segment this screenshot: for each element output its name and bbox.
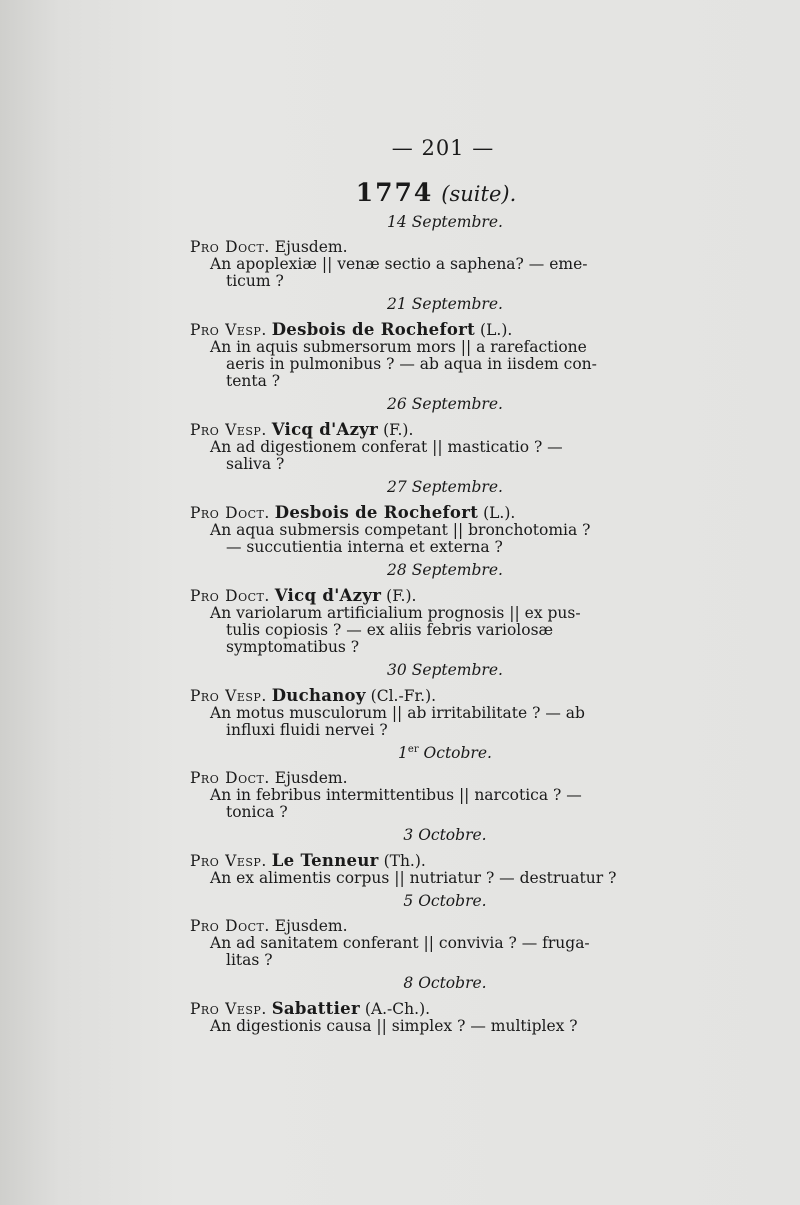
- question-line: An in febribus intermittentibus || narcotica ? —: [210, 786, 582, 804]
- question-line: symptomatibus ?: [226, 638, 360, 656]
- candidate-plain-name: Ejusdem.: [274, 769, 348, 787]
- entry-date: 21 Septembre.: [387, 295, 503, 313]
- question-line: saliva ?: [226, 455, 285, 473]
- thesis-entry: [190, 396, 660, 473]
- question-line: An aqua submersis competant || bronchotomia ?: [210, 521, 591, 539]
- entry-heading: [190, 918, 660, 935]
- entry-date: 14 Septembre.: [387, 213, 503, 231]
- candidate-name: Desbois de Rochefort: [274, 503, 479, 522]
- question-text: [210, 1018, 660, 1035]
- thesis-entry: [190, 893, 660, 969]
- question-text: [210, 870, 660, 887]
- candidate-initials: (L.).: [480, 321, 513, 339]
- date-ordinal: er: [407, 743, 419, 755]
- pro-label: Pro: [190, 852, 220, 870]
- pro-label: Pro: [190, 421, 220, 439]
- question-line: aeris in pulmonibus ? — ab aqua in iisdem con-: [226, 355, 597, 373]
- question-line: tulis copiosis ? — ex aliis febris variolosæ: [226, 621, 554, 639]
- entry-date: 8 Octobre.: [403, 974, 487, 992]
- candidate-initials: (L.).: [483, 504, 516, 522]
- entry-heading: [190, 687, 660, 705]
- question-line: An ad digestionem conferat || masticatio ? —: [210, 438, 563, 456]
- question-text: [210, 256, 660, 290]
- candidate-initials: (F.).: [386, 587, 417, 605]
- page-number: — 201 —: [391, 136, 495, 160]
- entry-date: 30 Septembre.: [387, 661, 503, 679]
- candidate-name: Desbois de Rochefort: [271, 320, 476, 339]
- question-line: tenta ?: [226, 372, 281, 390]
- question-text: [210, 522, 660, 556]
- candidate-plain-name: Ejusdem.: [274, 238, 348, 256]
- entry-heading: [190, 587, 660, 605]
- question-line: An apoplexiæ || venæ sectio a saphena? — eme-: [210, 255, 588, 273]
- question-line: influxi fluidi nervei ?: [226, 721, 388, 739]
- year-heading: [212, 179, 660, 208]
- entry-date: [230, 745, 660, 762]
- pro-label: Pro: [190, 504, 220, 522]
- pro-label: Pro: [190, 587, 220, 605]
- candidate-name: Vicq d'Azyr: [271, 420, 379, 439]
- candidate-initials: (A.-Ch.).: [364, 1000, 431, 1018]
- entry-heading: [190, 239, 660, 256]
- degree-label: Doct.: [225, 587, 270, 605]
- question-text: [210, 705, 660, 739]
- candidate-initials: (F.).: [383, 421, 414, 439]
- question-line: An digestionis causa || simplex ? — multiplex ?: [210, 1017, 578, 1035]
- year: 1774: [355, 178, 434, 207]
- entry-date: 26 Septembre.: [387, 395, 503, 413]
- pro-label: Pro: [190, 238, 220, 256]
- entry-heading: [190, 1000, 660, 1018]
- degree-label: Vesp.: [225, 1000, 267, 1018]
- degree-label: Vesp.: [225, 687, 267, 705]
- question-line: litas ?: [226, 951, 273, 969]
- date-number: 1: [398, 744, 408, 762]
- thesis-entry: [190, 296, 660, 390]
- entry-heading: [190, 504, 660, 522]
- pro-label: Pro: [190, 321, 220, 339]
- entry-heading: [190, 421, 660, 439]
- entry-heading: [190, 852, 660, 870]
- candidate-initials: (Cl.-Fr.).: [370, 687, 437, 705]
- question-text: [210, 605, 660, 656]
- thesis-entry: [190, 562, 660, 656]
- pro-label: Pro: [190, 769, 220, 787]
- pro-label: Pro: [190, 917, 220, 935]
- suite-label: (suite).: [441, 182, 517, 206]
- entry-date: 27 Septembre.: [387, 478, 503, 496]
- question-text: [210, 439, 660, 473]
- thesis-entry: [190, 827, 660, 887]
- degree-label: Vesp.: [225, 852, 267, 870]
- question-line: An motus musculorum || ab irritabilitate ? — ab: [210, 704, 585, 722]
- degree-label: Vesp.: [225, 421, 267, 439]
- candidate-plain-name: Ejusdem.: [274, 917, 348, 935]
- candidate-name: Sabattier: [271, 999, 360, 1018]
- candidate-name: Le Tenneur: [271, 851, 379, 870]
- entry-date: 3 Octobre.: [403, 826, 487, 844]
- question-line: An ex alimentis corpus || nutriatur ? — destruatur ?: [210, 869, 617, 887]
- question-text: [210, 787, 660, 821]
- question-line: An variolarum artificialium prognosis || ex pus-: [210, 604, 581, 622]
- thesis-entry: [190, 479, 660, 556]
- question-line: ticum ?: [226, 272, 284, 290]
- thesis-entry: [190, 745, 660, 821]
- entry-heading: [190, 770, 660, 787]
- candidate-name: Duchanoy: [271, 686, 366, 705]
- question-line: tonica ?: [226, 803, 288, 821]
- thesis-entry: [190, 214, 660, 290]
- question-line: — succutientia interna et externa ?: [226, 538, 503, 556]
- date-month: Octobre.: [418, 744, 492, 762]
- candidate-name: Vicq d'Azyr: [274, 586, 382, 605]
- degree-label: Doct.: [225, 769, 270, 787]
- degree-label: Doct.: [225, 504, 270, 522]
- entry-date: 28 Septembre.: [387, 561, 503, 579]
- degree-label: Doct.: [225, 917, 270, 935]
- question-line: An ad sanitatem conferant || convivia ? — fruga-: [210, 934, 590, 952]
- entry-heading: [190, 321, 660, 339]
- candidate-initials: (Th.).: [383, 852, 426, 870]
- degree-label: Doct.: [225, 238, 270, 256]
- question-text: [210, 935, 660, 969]
- page-content: [190, 136, 660, 1035]
- entry-date: 5 Octobre.: [403, 892, 487, 910]
- degree-label: Vesp.: [225, 321, 267, 339]
- question-line: An in aquis submersorum mors || a rarefactione: [210, 338, 587, 356]
- question-text: [210, 339, 660, 390]
- pro-label: Pro: [190, 1000, 220, 1018]
- pro-label: Pro: [190, 687, 220, 705]
- thesis-entry: [190, 975, 660, 1035]
- thesis-entry: [190, 662, 660, 739]
